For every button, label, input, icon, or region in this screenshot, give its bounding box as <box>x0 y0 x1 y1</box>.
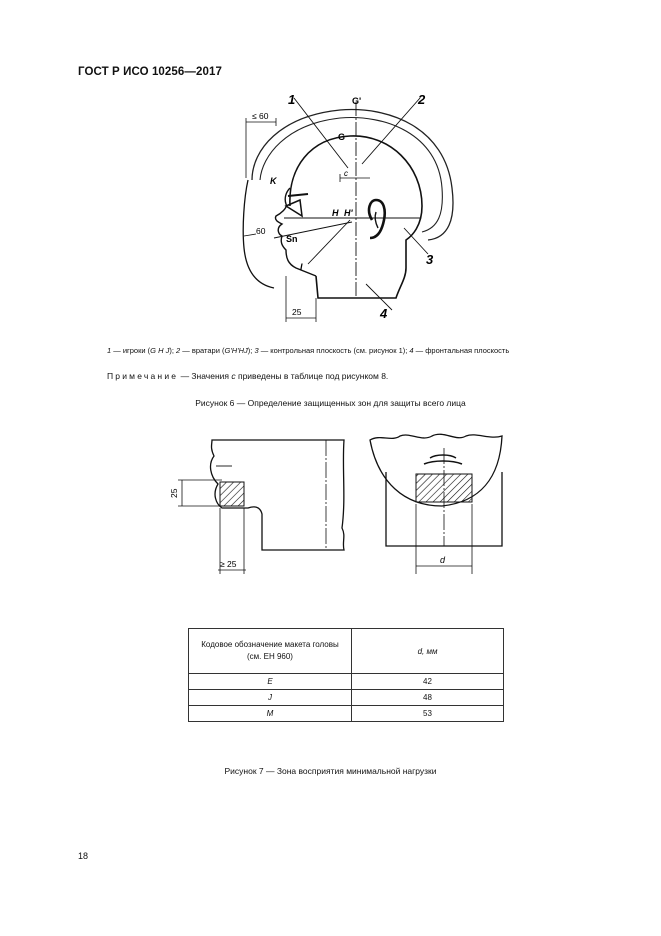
label-sn: Sn <box>286 234 298 244</box>
figure-6-head-diagram <box>230 88 470 328</box>
table-cell-code: E <box>189 674 352 690</box>
label-g-prime: G' <box>352 96 362 106</box>
figure-7-diagram <box>160 428 520 578</box>
figure-6-note: Примечание — Значения c приведены в таблице под рисунком 8. <box>107 371 389 381</box>
dim-60-top: ≤ 60 <box>252 111 269 121</box>
table-cell-d: 42 <box>352 674 504 690</box>
table-cell-code: J <box>189 690 352 706</box>
table-row <box>189 674 504 690</box>
head-form-table <box>188 628 504 722</box>
dim-25-horizontal: ≥ 25 <box>220 559 237 569</box>
label-k: K <box>270 176 277 186</box>
figure-6-caption: Рисунок 6 — Определение защищенных зон для защиты всего лица <box>195 398 466 408</box>
label-1: 1 <box>288 92 296 107</box>
label-c: c <box>344 169 348 178</box>
dim-d: d <box>440 555 446 565</box>
dim-25: 25 <box>292 307 302 317</box>
label-3: 3 <box>426 252 434 267</box>
table-cell-d: 53 <box>352 706 504 722</box>
page-number: 18 <box>78 851 89 861</box>
figure-7-caption: Рисунок 7 — Зона восприятия минимальной нагрузки <box>224 766 437 776</box>
label-g: G <box>338 132 346 142</box>
label-h-prime: H' <box>344 208 353 218</box>
table-header-d: d, мм <box>352 629 504 674</box>
table-cell-code: M <box>189 706 352 722</box>
label-h: H <box>332 208 339 218</box>
table-header-row <box>189 629 504 674</box>
figure-6-legend: 1 — игроки (G H J); 2 — вратари (G'H'HJ); 3 — контрольная плоскость (см. рисунок 1); 4 — фронтальная плоскость <box>107 346 510 355</box>
label-i: I <box>300 262 303 272</box>
table-row <box>189 706 504 722</box>
table-row <box>189 690 504 706</box>
label-4: 4 <box>380 306 388 321</box>
table-cell-d: 48 <box>352 690 504 706</box>
dim-60-side: 60 <box>256 226 266 236</box>
document-header: ГОСТ Р ИСО 10256—2017 <box>78 66 223 78</box>
dim-25-vertical: 25 <box>169 488 179 498</box>
label-2: 2 <box>418 92 426 107</box>
table-header-code: Кодовое обозначение макета головы (см. ЕН 960) <box>189 629 352 674</box>
